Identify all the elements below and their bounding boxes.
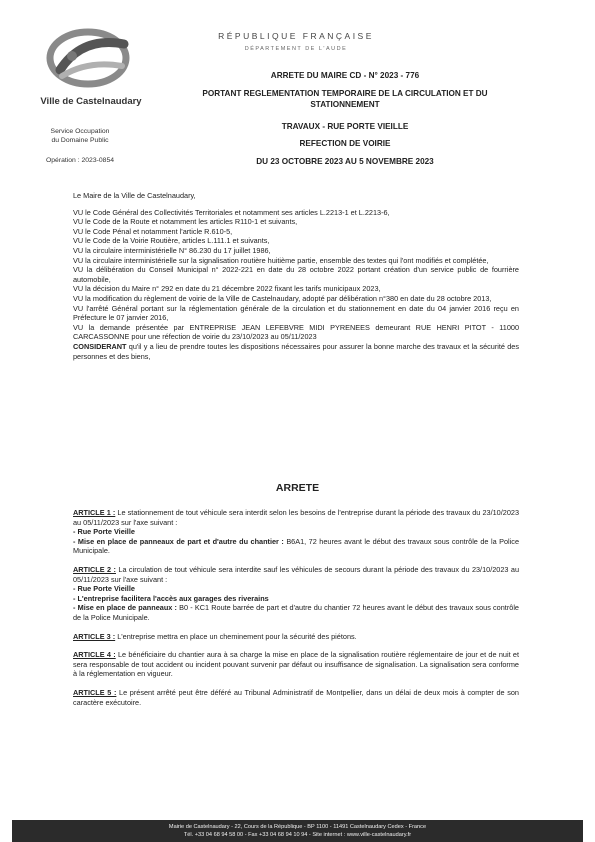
page-footer (12, 820, 583, 842)
article-1-text: Le stationnement de tout véhicule sera interdit selon les besoins de l'entreprise durant la période des travaux du 23/10/2023 au 05/11/2023 sur l'axe suivant : (73, 508, 519, 527)
decree-subject-line-1: PORTANT REGLEMENTATION TEMPORAIRE DE LA CIRCULATION ET DU (202, 88, 488, 98)
operation-number: Opération : 2023-0854 (45, 157, 115, 164)
visa-item: VU la modification du règlement de voirie de la Ville de Castelnaudary, adopté par délibération n°380 en date du 28 octobre 2013, (73, 293, 492, 303)
article-2-panels (73, 603, 519, 622)
article-2-text: La circulation de tout véhicule sera interdite sauf les véhicules de secours durant la période des travaux du 23/10/2023 au 05/11/2023 sur l'axe suivant : (73, 564, 519, 584)
article-1-panels (73, 537, 519, 556)
department-header: DÉPARTEMENT DE L'AUDE (244, 46, 348, 52)
considerant-label: CONSIDERANT (73, 341, 127, 351)
article-1-panels-text: B6A1, 72 heures avant le début des travaux sous contrôle de la Police Municipale. (73, 536, 520, 556)
article-2-street: - Rue Porte Vieille (73, 584, 135, 594)
visa-item: VU la circulaire interministérielle N° 86.230 du 17 juillet 1986, (73, 245, 271, 255)
article-1-panels-label: - Mise en place de panneaux de part et d'autre du chantier : (73, 536, 284, 546)
visa-item: VU le Code de la Voirie Routière, articles L.111.1 et suivants, (73, 236, 270, 246)
article-1-label: ARTICLE 1 : (73, 508, 116, 517)
visa-item: VU le Code Pénal et notamment l'article R.610-5, (73, 226, 233, 236)
article-2-label: ARTICLE 2 : (73, 564, 116, 574)
visa-item: VU la demande présentée par ENTREPRISE JEAN LEFEBVRE MIDI PYRENEES demeurant RUE HENRI PITOT - 11000 CARCASSONNE pour une réfection de voirie du 23/10/2023 au 05/11/2023 (73, 322, 519, 342)
visa-item: VU le Code de la Route et notamment les articles R110-1 et suivants, (73, 217, 298, 227)
footer-address: Mairie de Castelnaudary - 22, Cours de la République - BP 1100 - 11491 Castelnaudary Cedex - France (168, 824, 427, 830)
decree-preamble (73, 191, 519, 361)
considerant-text: qu'il y a lieu de prendre toutes les dispositions nécessaires pour assurer la bonne marche des travaux et la sécurité des personnes et des biens, (73, 341, 519, 361)
decree-subject-line-2: STATIONNEMENT (310, 100, 380, 109)
article-4-label: ARTICLE 4 : (73, 650, 116, 660)
city-emblem-icon (42, 26, 138, 94)
article-2-panels-label: - Mise en place de panneaux : (73, 603, 177, 613)
visa-item: VU le Code Général des Collectivités Territoriales et notamment ses articles L.2213-1 et L.2213-6, (73, 207, 390, 217)
article-1 (73, 508, 519, 527)
article-5-text: Le présent arrêté peut être déféré au Tribunal Administratif de Montpellier, dans un délai de deux mois à compter de son caractère exécutoire. (73, 687, 519, 707)
article-2 (73, 565, 519, 584)
considerant-paragraph (73, 342, 519, 361)
service-label (30, 128, 130, 145)
works-type: REFECTION DE VOIRIE (299, 139, 391, 148)
service-line-2: du Domaine Public (51, 136, 109, 144)
mayor-line: Le Maire de la Ville de Castelnaudary, (73, 191, 196, 200)
article-2-panels-text: B0 - KC1 Route barrée de part et d'autre du chantier 72 heures avant le début des travaux sous contrôle de la Police Municipale. (73, 603, 519, 622)
decree-titles (170, 70, 520, 167)
visa-item: VU l'arrêté Général portant sur la réglementation générale de la circulation et du stationnement en date du 04 janvier 2016 reçu en Préfecture le 07 janvier 2016, (73, 303, 519, 323)
visa-item: VU la décision du Maire n° 292 en date du 21 décembre 2022 fixant les tarifs municipaux 2023, (73, 284, 381, 294)
article-3-label: ARTICLE 3 : (73, 631, 116, 641)
decree-articles (73, 508, 519, 707)
service-line-1: Service Occupation (50, 128, 110, 135)
visa-item: VU la circulaire interministérielle sur la signalisation routière huitième partie, ensemble des textes qui l'ont modifiés et complétée, (73, 255, 489, 265)
works-location: TRAVAUX - RUE PORTE VIEILLE (281, 121, 409, 131)
footer-contact: Tél. +33 04 68 94 58 00 - Fax +33 04 68 94 10 94 - Site internet : www.ville-castelnaudary.fr (183, 832, 412, 838)
article-5-label: ARTICLE 5 : (73, 687, 117, 697)
city-logo (36, 26, 146, 110)
visa-item: VU la délibération du Conseil Municipal n° 2022-221 en date du 28 octobre 2022 portant création d'un service public de fourrière automobile, (73, 265, 519, 284)
article-3-text: L'entreprise mettra en place un cheminement pour la sécurité des piétons. (115, 631, 357, 641)
works-period: DU 23 OCTOBRE 2023 AU 5 NOVEMBRE 2023 (256, 156, 434, 166)
article-4 (73, 650, 519, 679)
article-2-access: - L'entreprise facilitera l'accès aux garages des riverains (73, 593, 269, 603)
republic-header: RÉPUBLIQUE FRANÇAISE (218, 31, 374, 41)
logo-city-name: Ville de Castelnaudary (40, 96, 142, 107)
decree-number: ARRETE DU MAIRE CD - N° 2023 - 776 (270, 71, 420, 80)
arrete-heading: ARRETE (275, 482, 320, 494)
article-5 (73, 688, 519, 707)
article-1-street: - Rue Porte Vieille (73, 527, 135, 537)
article-3 (73, 632, 519, 642)
article-4-text: Le bénéficiaire du chantier aura à sa charge la mise en place de la signalisation routière réglementaire de jour et de nuit et sera responsable de tout accident ou incident pouvant survenir par défaut ou insuffisance de signalisation. La signalisation sera conforme à la réglementation en vigueur. (73, 650, 519, 679)
